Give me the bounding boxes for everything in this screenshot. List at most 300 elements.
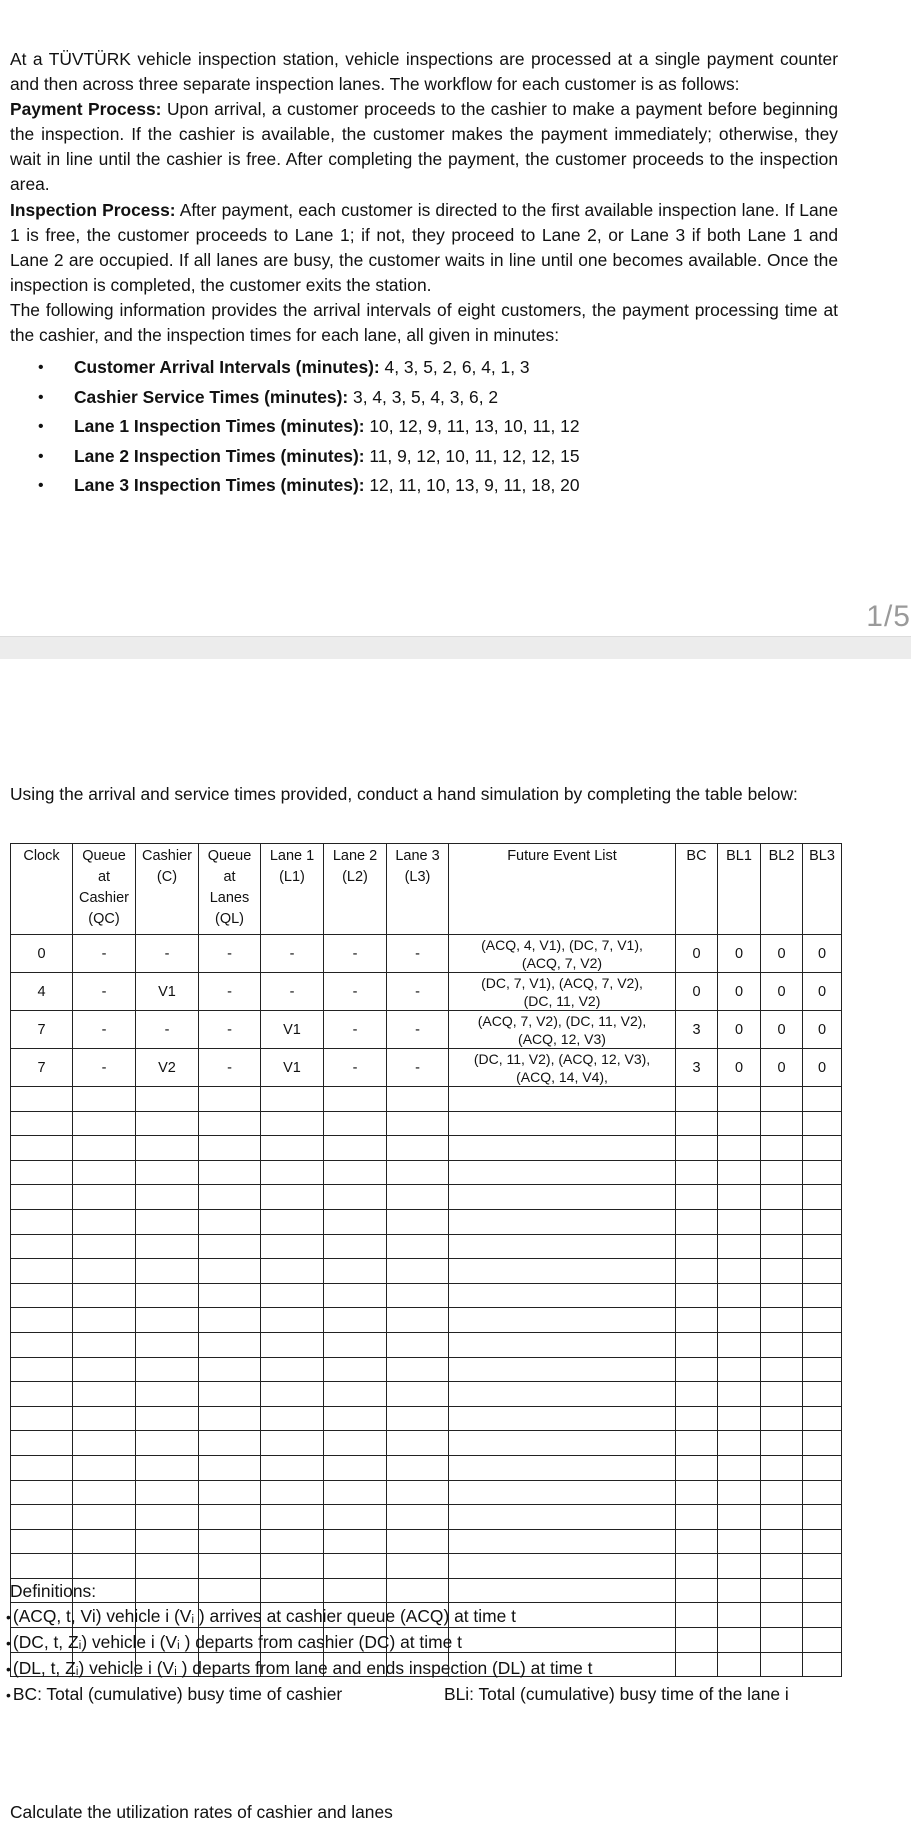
empty-cell[interactable]: [803, 1505, 842, 1530]
empty-cell[interactable]: [676, 1087, 718, 1112]
empty-cell[interactable]: [449, 1185, 676, 1210]
empty-cell[interactable]: [761, 1357, 803, 1382]
empty-cell[interactable]: [387, 1259, 449, 1284]
table-row: 0 - - - - - - (ACQ, 4, V1), (DC, 7, V1), (ACQ, 7, V2) 0 0 0 0: [11, 935, 842, 973]
empty-cell[interactable]: [199, 1308, 261, 1333]
empty-cell[interactable]: [11, 1480, 73, 1505]
empty-cell[interactable]: [761, 1480, 803, 1505]
empty-cell[interactable]: [803, 1529, 842, 1554]
empty-cell[interactable]: [324, 1431, 387, 1456]
empty-cell[interactable]: [261, 1185, 324, 1210]
empty-cell[interactable]: [199, 1111, 261, 1136]
empty-cell[interactable]: [199, 1480, 261, 1505]
empty-cell[interactable]: [676, 1357, 718, 1382]
empty-cell[interactable]: [261, 1259, 324, 1284]
empty-cell[interactable]: [199, 1209, 261, 1234]
inspection-paragraph: [10, 198, 838, 298]
empty-cell[interactable]: [387, 1357, 449, 1382]
empty-cell[interactable]: [803, 1185, 842, 1210]
empty-cell[interactable]: [761, 1209, 803, 1234]
header-bl1: BL1: [718, 844, 761, 935]
empty-cell[interactable]: [761, 1283, 803, 1308]
empty-cell[interactable]: [718, 1529, 761, 1554]
empty-cell[interactable]: [136, 1209, 199, 1234]
empty-cell[interactable]: [449, 1357, 676, 1382]
empty-cell[interactable]: [449, 1382, 676, 1407]
empty-cell[interactable]: [324, 1259, 387, 1284]
empty-cell[interactable]: [449, 1455, 676, 1480]
future-event-cell: (DC, 7, V1), (ACQ, 7, V2), (DC, 11, V2): [449, 973, 676, 1011]
empty-cell[interactable]: [199, 1087, 261, 1112]
header-queue-lanes: Queue at Lanes (QL): [199, 844, 261, 935]
header-future-event-list: Future Event List: [449, 844, 676, 935]
empty-cell[interactable]: [261, 1505, 324, 1530]
empty-cell[interactable]: [449, 1308, 676, 1333]
empty-cell[interactable]: [199, 1283, 261, 1308]
final-task-text: Calculate the utilization rates of cashier and lanes: [10, 1802, 393, 1822]
empty-cell[interactable]: [718, 1406, 761, 1431]
empty-cell[interactable]: [324, 1529, 387, 1554]
empty-cell[interactable]: [199, 1406, 261, 1431]
empty-cell[interactable]: [136, 1283, 199, 1308]
empty-cell[interactable]: [761, 1554, 803, 1579]
empty-cell[interactable]: [324, 1406, 387, 1431]
empty-cell[interactable]: [803, 1234, 842, 1259]
empty-cell[interactable]: [676, 1332, 718, 1357]
empty-cell[interactable]: [676, 1259, 718, 1284]
bullet-lane1-times: • Lane 1 Inspection Times (minutes): 10, 12, 9, 11, 13, 10, 11, 12: [38, 412, 580, 442]
empty-cell[interactable]: [199, 1357, 261, 1382]
empty-cell[interactable]: [718, 1259, 761, 1284]
empty-cell[interactable]: [387, 1209, 449, 1234]
empty-cell[interactable]: [136, 1332, 199, 1357]
empty-cell[interactable]: [199, 1505, 261, 1530]
empty-cell[interactable]: [761, 1308, 803, 1333]
table-row-empty[interactable]: [11, 1283, 842, 1308]
empty-cell[interactable]: [136, 1505, 199, 1530]
empty-cell[interactable]: [73, 1382, 136, 1407]
empty-cell[interactable]: [11, 1234, 73, 1259]
header-lane2: Lane 2 (L2): [324, 844, 387, 935]
empty-cell[interactable]: [199, 1382, 261, 1407]
empty-cell[interactable]: [136, 1111, 199, 1136]
empty-cell[interactable]: [803, 1111, 842, 1136]
empty-cell[interactable]: [718, 1111, 761, 1136]
table-row-empty[interactable]: [11, 1332, 842, 1357]
empty-cell[interactable]: [199, 1455, 261, 1480]
empty-cell[interactable]: [387, 1480, 449, 1505]
empty-cell[interactable]: [449, 1111, 676, 1136]
table-row-empty[interactable]: [11, 1382, 842, 1407]
empty-cell[interactable]: [803, 1357, 842, 1382]
empty-cell[interactable]: [136, 1382, 199, 1407]
empty-cell[interactable]: [387, 1529, 449, 1554]
empty-cell[interactable]: [803, 1431, 842, 1456]
empty-cell[interactable]: [136, 1431, 199, 1456]
table-row-empty[interactable]: [11, 1111, 842, 1136]
empty-cell[interactable]: [449, 1259, 676, 1284]
empty-cell[interactable]: [387, 1431, 449, 1456]
empty-cell[interactable]: [73, 1480, 136, 1505]
table-row-empty[interactable]: [11, 1160, 842, 1185]
empty-cell[interactable]: [11, 1209, 73, 1234]
empty-cell[interactable]: [676, 1111, 718, 1136]
empty-cell[interactable]: [676, 1283, 718, 1308]
empty-cell[interactable]: [261, 1357, 324, 1382]
empty-cell[interactable]: [387, 1382, 449, 1407]
table-row-empty[interactable]: [11, 1505, 842, 1530]
page-number: 1/5: [866, 600, 911, 633]
empty-cell[interactable]: [449, 1332, 676, 1357]
empty-cell[interactable]: [803, 1283, 842, 1308]
empty-cell[interactable]: [718, 1283, 761, 1308]
empty-cell[interactable]: [718, 1455, 761, 1480]
definitions-block: [6, 1579, 906, 1708]
table-row-empty[interactable]: [11, 1185, 842, 1210]
empty-cell[interactable]: [324, 1357, 387, 1382]
empty-cell[interactable]: [387, 1455, 449, 1480]
empty-cell[interactable]: [449, 1087, 676, 1112]
empty-cell[interactable]: [387, 1234, 449, 1259]
empty-cell[interactable]: [803, 1136, 842, 1161]
empty-cell[interactable]: [11, 1259, 73, 1284]
table-row-empty[interactable]: [11, 1087, 842, 1112]
empty-cell[interactable]: [449, 1406, 676, 1431]
empty-cell[interactable]: [761, 1160, 803, 1185]
bullet-lane3-times: • Lane 3 Inspection Times (minutes): 12, 11, 10, 13, 9, 11, 18, 20: [38, 471, 580, 501]
inspection-text: After payment, each customer is directed to the first available inspection lane. If Lane 1 is free, the customer proceeds to Lane 1; if not, they proceed to Lane 2, or Lane 3 if both Lane 1 and Lane 2 are occupied. If all lanes are busy, the customer waits in line until one becomes available. Once the inspection is completed, the customer exits the station.: [10, 200, 838, 295]
empty-cell[interactable]: [261, 1283, 324, 1308]
empty-cell[interactable]: [387, 1185, 449, 1210]
empty-cell[interactable]: [199, 1136, 261, 1161]
table-row-empty[interactable]: [11, 1406, 842, 1431]
definition-item: • (ACQ, t, Vi) vehicle i (Vᵢ ) arrives at cashier queue (ACQ) at time t: [6, 1606, 516, 1626]
empty-cell[interactable]: [324, 1136, 387, 1161]
table-header-row: [11, 844, 842, 935]
empty-cell[interactable]: [261, 1554, 324, 1579]
empty-cell[interactable]: [761, 1406, 803, 1431]
empty-cell[interactable]: [11, 1332, 73, 1357]
definition-item: • BC: Total (cumulative) busy time of cashier BLi: Total (cumulative) busy time of the lane i: [6, 1682, 906, 1708]
empty-cell[interactable]: [136, 1185, 199, 1210]
empty-cell[interactable]: [261, 1406, 324, 1431]
payment-paragraph: [10, 97, 838, 197]
table-row-empty[interactable]: [11, 1357, 842, 1382]
empty-cell[interactable]: [449, 1283, 676, 1308]
empty-cell[interactable]: [387, 1308, 449, 1333]
empty-cell[interactable]: [261, 1136, 324, 1161]
empty-cell[interactable]: [803, 1259, 842, 1284]
empty-cell[interactable]: [387, 1087, 449, 1112]
empty-cell[interactable]: [11, 1529, 73, 1554]
empty-cell[interactable]: [761, 1234, 803, 1259]
empty-cell[interactable]: [676, 1406, 718, 1431]
empty-cell[interactable]: [136, 1357, 199, 1382]
empty-cell[interactable]: [761, 1136, 803, 1161]
empty-cell[interactable]: [73, 1431, 136, 1456]
empty-cell[interactable]: [73, 1160, 136, 1185]
empty-cell[interactable]: [136, 1136, 199, 1161]
table-row-empty[interactable]: [11, 1554, 842, 1579]
empty-cell[interactable]: [803, 1332, 842, 1357]
header-cashier: Cashier (C): [136, 844, 199, 935]
empty-cell[interactable]: [718, 1087, 761, 1112]
empty-cell[interactable]: [11, 1357, 73, 1382]
intro-paragraph: At a TÜVTÜRK vehicle inspection station, vehicle inspections are processed at a single payment counter and then across three separate inspection lanes. The workflow for each customer is as follows:: [10, 49, 838, 94]
empty-cell[interactable]: [324, 1209, 387, 1234]
empty-cell[interactable]: [136, 1480, 199, 1505]
empty-cell[interactable]: [449, 1529, 676, 1554]
table-row-empty[interactable]: [11, 1308, 842, 1333]
empty-cell[interactable]: [11, 1505, 73, 1530]
payment-label: Payment Process:: [10, 99, 162, 119]
table-row-empty[interactable]: [11, 1455, 842, 1480]
empty-cell[interactable]: [324, 1111, 387, 1136]
empty-cell[interactable]: [718, 1185, 761, 1210]
header-queue-cashier: Queue at Cashier (QC): [73, 844, 136, 935]
empty-cell[interactable]: [324, 1308, 387, 1333]
empty-cell[interactable]: [73, 1259, 136, 1284]
definitions-title: Definitions:: [10, 1581, 97, 1601]
inspection-label: Inspection Process:: [10, 200, 176, 220]
empty-cell[interactable]: [761, 1332, 803, 1357]
empty-cell[interactable]: [676, 1455, 718, 1480]
table-row: 4 - V1 - - - - (DC, 7, V1), (ACQ, 7, V2), (DC, 11, V2) 0 0 0 0: [11, 973, 842, 1011]
empty-cell[interactable]: [73, 1209, 136, 1234]
empty-cell[interactable]: [387, 1160, 449, 1185]
empty-cell[interactable]: [718, 1160, 761, 1185]
empty-cell[interactable]: [449, 1431, 676, 1456]
empty-cell[interactable]: [803, 1455, 842, 1480]
empty-cell[interactable]: [387, 1136, 449, 1161]
empty-cell[interactable]: [718, 1480, 761, 1505]
empty-cell[interactable]: [387, 1406, 449, 1431]
empty-cell[interactable]: [676, 1160, 718, 1185]
empty-cell[interactable]: [676, 1554, 718, 1579]
bullet-lane2-times: • Lane 2 Inspection Times (minutes): 11, 9, 12, 10, 11, 12, 12, 15: [38, 442, 580, 472]
empty-cell[interactable]: [199, 1185, 261, 1210]
empty-cell[interactable]: [73, 1136, 136, 1161]
empty-cell[interactable]: [803, 1554, 842, 1579]
empty-cell[interactable]: [676, 1136, 718, 1161]
table-row-empty[interactable]: [11, 1259, 842, 1284]
future-event-cell: (ACQ, 4, V1), (DC, 7, V1), (ACQ, 7, V2): [449, 935, 676, 973]
empty-cell[interactable]: [803, 1209, 842, 1234]
empty-cell[interactable]: [803, 1406, 842, 1431]
empty-cell[interactable]: [261, 1234, 324, 1259]
future-event-cell: (ACQ, 7, V2), (DC, 11, V2), (ACQ, 12, V3): [449, 1011, 676, 1049]
empty-cell[interactable]: [324, 1185, 387, 1210]
empty-cell[interactable]: [387, 1332, 449, 1357]
info-paragraph: The following information provides the arrival intervals of eight customers, the payment processing time at the cashier, and the inspection times for each lane, all given in minutes:: [10, 300, 838, 345]
empty-cell[interactable]: [73, 1406, 136, 1431]
empty-cell[interactable]: [718, 1209, 761, 1234]
empty-cell[interactable]: [718, 1308, 761, 1333]
empty-cell[interactable]: [261, 1160, 324, 1185]
empty-cell[interactable]: [324, 1087, 387, 1112]
empty-cell[interactable]: [136, 1259, 199, 1284]
empty-cell[interactable]: [803, 1480, 842, 1505]
empty-cell[interactable]: [261, 1431, 324, 1456]
payment-text: Upon arrival, a customer proceeds to the cashier to make a payment before beginning the inspection. If the cashier is available, the customer makes the payment immediately; otherwise, they wait in line until the cashier is free. After completing the payment, the customer proceeds to the inspection area.: [10, 99, 839, 194]
empty-cell[interactable]: [199, 1554, 261, 1579]
empty-cell[interactable]: [73, 1111, 136, 1136]
empty-cell[interactable]: [261, 1480, 324, 1505]
page-1: [0, 0, 911, 636]
empty-cell[interactable]: [324, 1455, 387, 1480]
empty-cell[interactable]: [676, 1209, 718, 1234]
empty-cell[interactable]: [718, 1332, 761, 1357]
empty-cell[interactable]: [73, 1505, 136, 1530]
empty-cell[interactable]: [718, 1431, 761, 1456]
empty-cell[interactable]: [73, 1087, 136, 1112]
empty-cell[interactable]: [199, 1160, 261, 1185]
empty-cell[interactable]: [261, 1332, 324, 1357]
empty-cell[interactable]: [718, 1554, 761, 1579]
empty-cell[interactable]: [73, 1332, 136, 1357]
empty-cell[interactable]: [718, 1357, 761, 1382]
header-lane3: Lane 3 (L3): [387, 844, 449, 935]
bullet-arrival-intervals: • Customer Arrival Intervals (minutes): 4, 3, 5, 2, 6, 4, 1, 3: [38, 353, 580, 383]
empty-cell[interactable]: [73, 1357, 136, 1382]
empty-cell[interactable]: [11, 1382, 73, 1407]
empty-cell[interactable]: [718, 1136, 761, 1161]
empty-cell[interactable]: [676, 1382, 718, 1407]
empty-cell[interactable]: [803, 1308, 842, 1333]
table-row-empty[interactable]: [11, 1480, 842, 1505]
empty-cell[interactable]: [73, 1185, 136, 1210]
empty-cell[interactable]: [761, 1455, 803, 1480]
empty-cell[interactable]: [676, 1234, 718, 1259]
header-bl2: BL2: [761, 844, 803, 935]
empty-cell[interactable]: [761, 1529, 803, 1554]
empty-cell[interactable]: [136, 1308, 199, 1333]
empty-cell[interactable]: [449, 1480, 676, 1505]
empty-cell[interactable]: [449, 1136, 676, 1161]
empty-cell[interactable]: [761, 1382, 803, 1407]
empty-cell[interactable]: [761, 1185, 803, 1210]
empty-cell[interactable]: [324, 1332, 387, 1357]
empty-cell[interactable]: [261, 1529, 324, 1554]
empty-cell[interactable]: [761, 1259, 803, 1284]
empty-cell[interactable]: [11, 1087, 73, 1112]
empty-cell[interactable]: [449, 1160, 676, 1185]
empty-cell[interactable]: [11, 1111, 73, 1136]
empty-cell[interactable]: [803, 1382, 842, 1407]
empty-cell[interactable]: [761, 1087, 803, 1112]
empty-cell[interactable]: [11, 1455, 73, 1480]
empty-cell[interactable]: [387, 1554, 449, 1579]
simulation-table: [10, 843, 842, 1677]
empty-cell[interactable]: [449, 1209, 676, 1234]
empty-cell[interactable]: [261, 1308, 324, 1333]
empty-cell[interactable]: [11, 1283, 73, 1308]
empty-cell[interactable]: [449, 1554, 676, 1579]
empty-cell[interactable]: [11, 1308, 73, 1333]
empty-cell[interactable]: [11, 1160, 73, 1185]
empty-cell[interactable]: [136, 1087, 199, 1112]
empty-cell[interactable]: [199, 1529, 261, 1554]
empty-cell[interactable]: [449, 1505, 676, 1530]
empty-cell[interactable]: [761, 1505, 803, 1530]
empty-cell[interactable]: [761, 1111, 803, 1136]
empty-cell[interactable]: [261, 1382, 324, 1407]
empty-cell[interactable]: [803, 1087, 842, 1112]
table-row-empty[interactable]: [11, 1136, 842, 1161]
empty-cell[interactable]: [11, 1431, 73, 1456]
empty-cell[interactable]: [324, 1480, 387, 1505]
header-clock: Clock: [11, 844, 73, 935]
empty-cell[interactable]: [676, 1308, 718, 1333]
empty-cell[interactable]: [11, 1185, 73, 1210]
definition-item: • (DC, t, Zᵢ) vehicle i (Vᵢ ) departs from cashier (DC) at time t: [6, 1632, 462, 1652]
empty-cell[interactable]: [324, 1160, 387, 1185]
empty-cell[interactable]: [136, 1455, 199, 1480]
empty-cell[interactable]: [676, 1505, 718, 1530]
table-row-empty[interactable]: [11, 1209, 842, 1234]
page-separator: [0, 636, 911, 659]
empty-cell[interactable]: [73, 1283, 136, 1308]
empty-cell[interactable]: [11, 1136, 73, 1161]
table-row-empty[interactable]: [11, 1431, 842, 1456]
empty-cell[interactable]: [676, 1185, 718, 1210]
empty-cell[interactable]: [136, 1234, 199, 1259]
empty-cell[interactable]: [718, 1505, 761, 1530]
empty-cell[interactable]: [73, 1234, 136, 1259]
empty-cell[interactable]: [387, 1111, 449, 1136]
empty-cell[interactable]: [449, 1234, 676, 1259]
empty-cell[interactable]: [11, 1406, 73, 1431]
table-row-empty[interactable]: [11, 1529, 842, 1554]
empty-cell[interactable]: [199, 1332, 261, 1357]
empty-cell[interactable]: [676, 1529, 718, 1554]
header-lane1: Lane 1 (L1): [261, 844, 324, 935]
empty-cell[interactable]: [324, 1283, 387, 1308]
empty-cell[interactable]: [199, 1259, 261, 1284]
empty-cell[interactable]: [324, 1505, 387, 1530]
empty-cell[interactable]: [676, 1480, 718, 1505]
empty-cell[interactable]: [261, 1455, 324, 1480]
empty-cell[interactable]: [136, 1554, 199, 1579]
empty-cell[interactable]: [73, 1308, 136, 1333]
empty-cell[interactable]: [324, 1234, 387, 1259]
empty-cell[interactable]: [761, 1431, 803, 1456]
empty-cell[interactable]: [11, 1554, 73, 1579]
empty-cell[interactable]: [387, 1283, 449, 1308]
empty-cell[interactable]: [136, 1160, 199, 1185]
empty-cell[interactable]: [136, 1406, 199, 1431]
empty-cell[interactable]: [136, 1529, 199, 1554]
empty-cell[interactable]: [324, 1554, 387, 1579]
empty-cell[interactable]: [199, 1234, 261, 1259]
empty-cell[interactable]: [73, 1554, 136, 1579]
table-row-empty[interactable]: [11, 1234, 842, 1259]
empty-cell[interactable]: [73, 1529, 136, 1554]
empty-cell[interactable]: [676, 1431, 718, 1456]
empty-cell[interactable]: [718, 1382, 761, 1407]
empty-cell[interactable]: [387, 1505, 449, 1530]
empty-cell[interactable]: [199, 1431, 261, 1456]
empty-cell[interactable]: [261, 1087, 324, 1112]
empty-cell[interactable]: [324, 1382, 387, 1407]
empty-cell[interactable]: [261, 1209, 324, 1234]
empty-cell[interactable]: [73, 1455, 136, 1480]
header-bl3: BL3: [803, 844, 842, 935]
empty-cell[interactable]: [803, 1160, 842, 1185]
definition-item: • (DL, t, Zᵢ) vehicle i (Vᵢ ) departs from lane and ends inspection (DL) at time t: [6, 1658, 593, 1678]
empty-cell[interactable]: [718, 1234, 761, 1259]
empty-cell[interactable]: [261, 1111, 324, 1136]
